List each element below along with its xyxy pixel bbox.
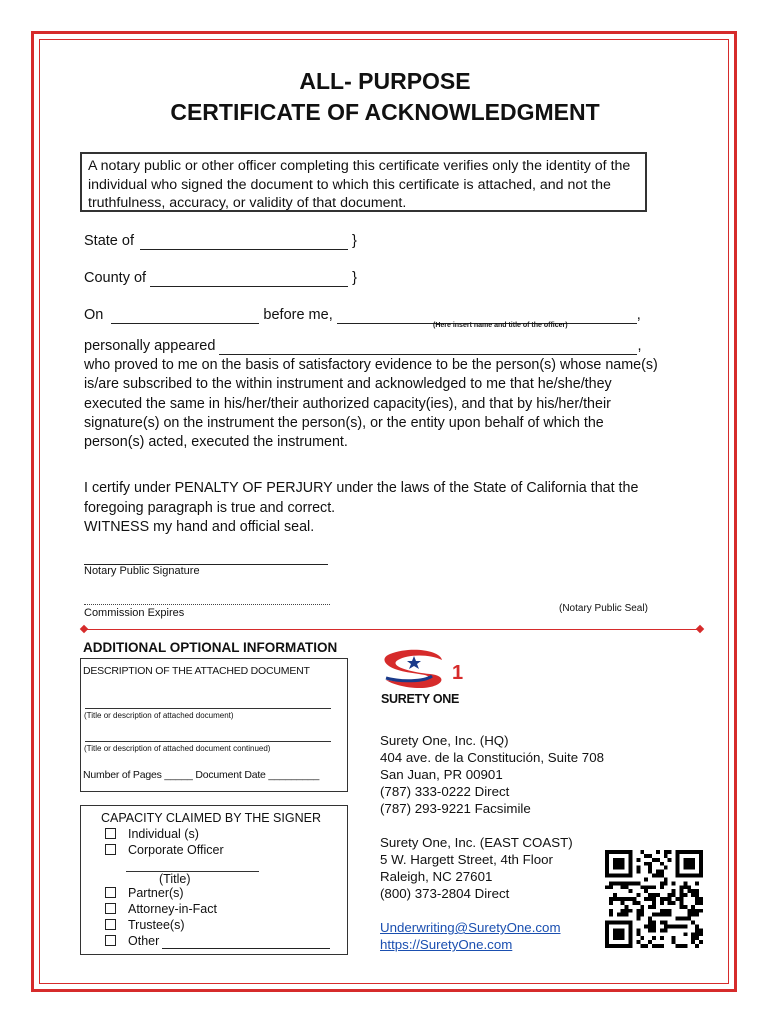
- appeared-comma: ,: [637, 338, 642, 354]
- hq-fax: (787) 293-9221 Facsimile: [380, 801, 531, 816]
- capacity-trustee[interactable]: [105, 918, 185, 934]
- certify-paragraph: I certify under PENALTY OF PERJURY under the laws of the State of California that the foregoing paragraph is true and correct.: [84, 480, 639, 516]
- title-line-2: CERTIFICATE OF ACKNOWLEDGMENT: [170, 99, 600, 125]
- capacity-heading: CAPACITY CLAIMED BY THE SIGNER: [101, 811, 321, 825]
- east-address-1: 5 W. Hargett Street, 4th Floor: [380, 852, 553, 867]
- commission-line[interactable]: [84, 604, 330, 605]
- date-field[interactable]: [111, 307, 259, 324]
- attorney-label: Attorney-in-Fact: [128, 902, 217, 916]
- east-address-2: Raleigh, NC 27601: [380, 869, 493, 884]
- individual-label: Individual (s): [128, 827, 199, 841]
- appeared-field[interactable]: [219, 338, 637, 355]
- state-label: State of: [84, 233, 134, 249]
- notary-seal-label: (Notary Public Seal): [559, 603, 648, 614]
- county-brace: }: [352, 270, 357, 286]
- checkbox-individual[interactable]: [105, 828, 116, 839]
- logo-name: SURETY ONE: [381, 692, 460, 706]
- hq-address-block: [380, 732, 604, 817]
- title-field[interactable]: [85, 708, 331, 709]
- qr-code-icon: [605, 850, 703, 948]
- appeared-row: [84, 338, 664, 355]
- appeared-label: personally appeared: [84, 338, 216, 354]
- county-field[interactable]: [150, 270, 348, 287]
- on-label: On: [84, 307, 104, 323]
- east-phone: (800) 373-2804 Direct: [380, 886, 510, 901]
- county-label: County of: [84, 270, 147, 286]
- witness-line: WITNESS my hand and official seal.: [84, 519, 315, 535]
- title-line-1: ALL- PURPOSE: [299, 68, 471, 94]
- officer-hint: (Here insert name and title of the officer): [433, 322, 568, 329]
- checkbox-attorney[interactable]: [105, 903, 116, 914]
- other-field[interactable]: [162, 934, 330, 949]
- east-address-block: [380, 834, 573, 902]
- title-cont-hint: (Title or description of attached document continued): [84, 744, 271, 753]
- title-label: (Title): [159, 872, 191, 886]
- checkbox-partner[interactable]: [105, 887, 116, 898]
- additional-heading: ADDITIONAL OPTIONAL INFORMATION: [83, 640, 338, 655]
- logo-number: 1: [452, 662, 464, 684]
- state-field[interactable]: [140, 233, 348, 250]
- officer-comma: ,: [636, 307, 641, 323]
- state-row: [84, 233, 357, 250]
- checkbox-corporate[interactable]: [105, 844, 116, 855]
- email-link[interactable]: Underwriting@SuretyOne.com: [380, 920, 561, 935]
- capacity-other[interactable]: [105, 934, 330, 950]
- on-row: [84, 307, 664, 324]
- red-divider: [84, 629, 700, 630]
- capacity-partner[interactable]: [105, 886, 184, 902]
- capacity-individual[interactable]: [105, 827, 199, 843]
- capacity-box: [80, 805, 348, 955]
- corporate-title-field[interactable]: [126, 871, 259, 872]
- east-name: Surety One, Inc. (EAST COAST): [380, 835, 573, 850]
- checkbox-other[interactable]: [105, 935, 116, 946]
- qr-code: [605, 850, 703, 948]
- other-label: Other: [128, 934, 160, 948]
- before-me-label: before me,: [263, 307, 333, 323]
- proof-paragraph: who proved to me on the basis of satisfactory evidence to be the person(s) whose name(s) is/are subscribed to the within instrument and acknowledged to me that he/she/they executed the same in his/her/their authorized capacity(ies), and that by his/her/their signature(s) on the instrument the person(s), or the entity upon behalf of which the person(s) acted, executed the instrument.: [84, 357, 658, 451]
- website-link[interactable]: https://SuretyOne.com: [380, 937, 513, 952]
- hq-address-2: San Juan, PR 00901: [380, 767, 503, 782]
- trustee-label: Trustee(s): [128, 918, 185, 932]
- notice-box: A notary public or other officer completing this certificate verifies only the identity of the individual who signed the document to which this certificate is attached, and not the truthfulness, accuracy, or validity of that document.: [80, 152, 647, 212]
- title-cont-field[interactable]: [85, 741, 331, 742]
- title-hint: (Title or description of attached document): [84, 711, 234, 720]
- description-box: [80, 658, 348, 792]
- hq-address-1: 404 ave. de la Constitución, Suite 708: [380, 750, 604, 765]
- contact-links: [380, 919, 561, 953]
- partner-label: Partner(s): [128, 886, 184, 900]
- capacity-attorney[interactable]: [105, 902, 217, 918]
- county-row: [84, 270, 357, 287]
- checkbox-trustee[interactable]: [105, 919, 116, 930]
- notary-signature-label: Notary Public Signature: [84, 565, 200, 577]
- pages-date-line: Number of Pages _____ Document Date _________: [83, 769, 320, 781]
- description-heading: DESCRIPTION OF THE ATTACHED DOCUMENT: [83, 665, 310, 677]
- commission-label: Commission Expires: [84, 607, 185, 619]
- corporate-label: Corporate Officer: [128, 843, 224, 857]
- capacity-corporate[interactable]: [105, 843, 224, 859]
- hq-phone: (787) 333-0222 Direct: [380, 784, 510, 799]
- hq-name: Surety One, Inc. (HQ): [380, 733, 509, 748]
- state-brace: }: [352, 233, 357, 249]
